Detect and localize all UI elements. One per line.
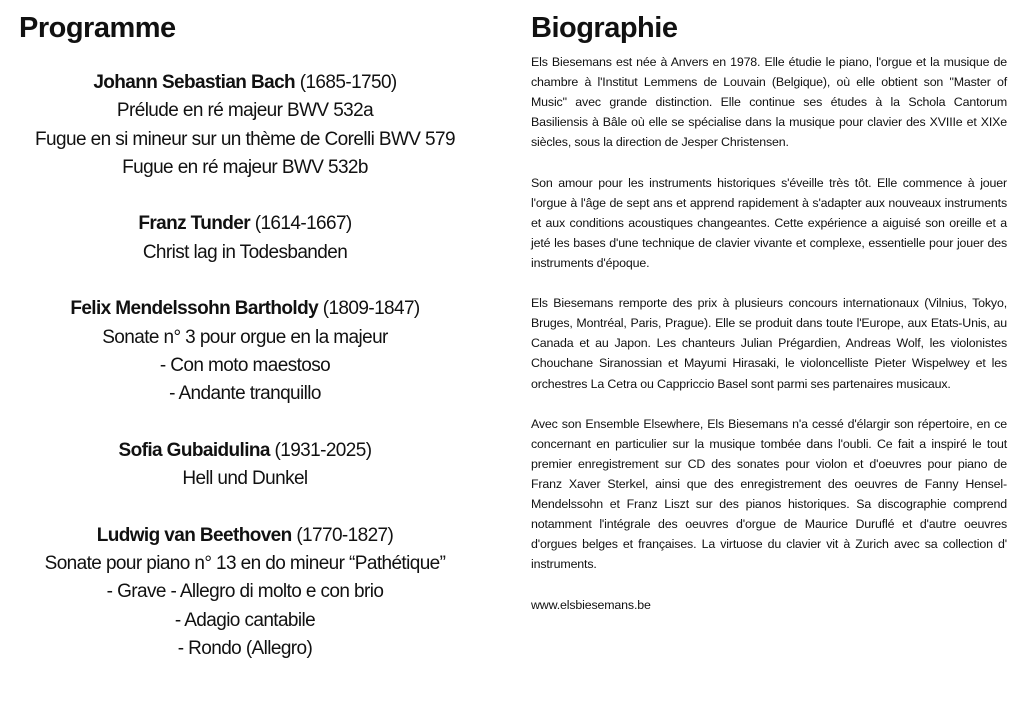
program-work-gubaidulina <box>0 437 490 494</box>
composer-name: Johann Sebastian Bach <box>93 72 296 93</box>
work-heading <box>0 522 490 550</box>
composer-name: Sofia Gubaidulina <box>118 439 270 461</box>
composer-name: Franz Tunder <box>138 213 251 235</box>
website-link[interactable]: www.elsbiesemans.be <box>531 597 651 612</box>
work-heading <box>0 210 490 238</box>
program-column <box>0 0 490 724</box>
work-title: Sonate n° 3 pour orgue en la majeur <box>102 326 388 348</box>
work-title: Sonate pour piano n° 13 en do mineur “Pathétique” <box>44 553 446 575</box>
work-heading <box>0 69 490 97</box>
biography-column <box>531 0 1007 724</box>
work-movement: - Con moto maestoso <box>159 354 331 376</box>
program-list <box>0 69 490 692</box>
work-movement: - Rondo (Allegro) <box>177 637 313 659</box>
work-movement: - Adagio cantabile <box>174 609 316 631</box>
program-title: Programme <box>19 12 176 44</box>
biography-paragraph: Avec son Ensemble Elsewhere, Els Biesemans n'a cessé d'élargir son répertoire, en ce concernant en particulier sur la musique tombée dans l'oubli. Ce fait a inspiré le tout premier enregistrement sur CD des sonates pour violon et d'oeuvres pour piano de Franz Xaver Sterkel, ainsi que des enregistrement des oeuvres de Fanny Hensel-Mendelssohn et Franz Liszt sur des pianos historiques. Sa discographie comprend notamment l'intégrale des oeuvres d'orgue de Maurice Duruflé et d'autre oeuvres d'orgues belges et françaises. La virtuose du clavier vit à Zurich avec sa collection d' instruments. <box>531 416 1007 572</box>
composer-dates: (1770-1827) <box>291 524 394 546</box>
composer-dates: (1614-1667) <box>250 213 352 235</box>
biography-paragraph: Els Biesemans remporte des prix à plusieurs concours internationaux (Vilnius, Tokyo, Bruges, Montréal, Paris, Prague). Elle se produit dans toute l'Europe, aux Etats-Unis, au Canada et au Japon. Les chanteurs Julian Prégardien, Andreas Wolf, les violonistes Chouchane Siranossian et Mayumi Hirasaki, le violoncelliste Pieter Wispelwey et les orchestres La Cetra ou Cappriccio Basel sont parmi ses partenaires musicaux. <box>531 296 1007 391</box>
work-heading <box>0 437 490 465</box>
work-title: Fugue en si mineur sur un thème de Corelli BWV 579 <box>35 128 455 150</box>
program-work-mendelssohn <box>0 295 490 408</box>
work-movement: - Grave - Allegro di molto e con brio <box>106 581 384 603</box>
program-work-tunder <box>0 210 490 267</box>
work-movement: - Andante tranquillo <box>169 383 321 405</box>
work-title: Fugue en ré majeur BWV 532b <box>122 156 368 178</box>
program-work-beethoven <box>0 522 490 663</box>
composer-dates: (1685-1750) <box>295 72 397 93</box>
biography-paragraph: Els Biesemans est née à Anvers en 1978. Elle étudie le piano, l'orgue et la musique de chambre à l'Institut Lemmens de Louvain (Belgique), où elle obtient son "Master of Music" avec grande distinction. Elle continue ses études à la Schola Cantorum Basiliensis à Bâle où elle se spécialise dans la musique pour clavier des XVIIIe et XIXe siècles, sous la direction de Jesper Christensen. <box>531 55 1007 150</box>
biography-text <box>531 52 1007 615</box>
program-work-bach <box>0 69 490 182</box>
composer-dates: (1931-2025) <box>269 439 372 461</box>
work-title: Christ lag in Todesbanden <box>142 241 348 263</box>
work-heading <box>0 295 490 323</box>
biography-title: Biographie <box>531 12 678 44</box>
work-title: Hell und Dunkel <box>182 468 308 490</box>
biography-paragraph: Son amour pour les instruments historiques s'éveille très tôt. Elle commence à jouer l'orgue à l'âge de sept ans et apprend rapidement à s'adapter aux nouveaux instruments et aux conditions acoustiques changeantes. Cette expérience a aiguisé son oreille et a jeté les bases d'une technique de clavier vivante et complexe, essentielle pour jouer des instruments d'époque. <box>531 175 1007 270</box>
composer-dates: (1809-1847) <box>318 298 420 320</box>
composer-name: Ludwig van Beethoven <box>96 524 292 546</box>
composer-name: Felix Mendelssohn Bartholdy <box>70 298 319 320</box>
work-title: Prélude en ré majeur BWV 532a <box>116 100 374 122</box>
